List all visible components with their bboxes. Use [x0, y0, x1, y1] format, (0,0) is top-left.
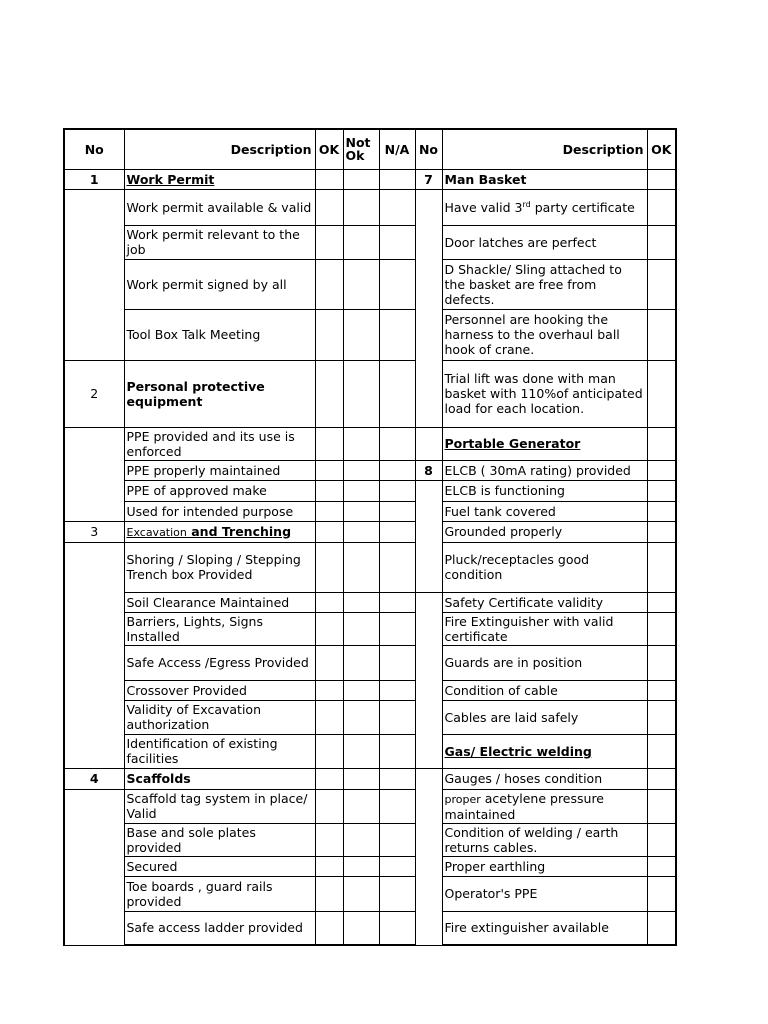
na-cell[interactable]: [379, 734, 415, 768]
no-cell: [64, 789, 124, 945]
ok-cell[interactable]: [647, 612, 676, 645]
header-description-right: Description: [442, 129, 647, 169]
section-number: 3: [64, 521, 124, 542]
item-description: PPE provided and its use is enforced: [124, 427, 315, 460]
ok-cell[interactable]: [647, 856, 676, 876]
item-description: Door latches are perfect: [442, 225, 647, 259]
item-description: ELCB ( 30mA rating) provided: [442, 460, 647, 480]
table-row: [64, 856, 676, 876]
ok-cell[interactable]: [647, 645, 676, 680]
ok-cell[interactable]: [315, 259, 343, 309]
table-row: [64, 680, 676, 700]
not-ok-cell[interactable]: [343, 823, 379, 856]
ok-cell[interactable]: [315, 823, 343, 856]
na-cell[interactable]: [379, 680, 415, 700]
ok-cell[interactable]: [647, 542, 676, 592]
item-description: Used for intended purpose: [124, 501, 315, 521]
item-description: Pluck/receptacles good condition: [442, 542, 647, 592]
ok-cell[interactable]: [647, 169, 676, 189]
not-ok-cell[interactable]: [343, 612, 379, 645]
table-row: [64, 823, 676, 856]
item-description: Proper earthling: [442, 856, 647, 876]
not-ok-cell[interactable]: [343, 876, 379, 911]
table-row: [64, 612, 676, 645]
item-description: Safe access ladder provided: [124, 911, 315, 945]
not-ok-cell[interactable]: [343, 789, 379, 823]
na-cell[interactable]: [379, 460, 415, 480]
item-description: Shoring / Sloping / Stepping Trench box Provided: [124, 542, 315, 592]
no-cell: [64, 427, 124, 521]
na-cell[interactable]: [379, 856, 415, 876]
ok-cell[interactable]: [315, 592, 343, 612]
item-description: Secured: [124, 856, 315, 876]
not-ok-cell[interactable]: [343, 189, 379, 225]
item-description: Validity of Excavation authorization: [124, 700, 315, 734]
section-title-work-permit: Work Permit: [124, 169, 315, 189]
not-ok-cell[interactable]: [343, 645, 379, 680]
ok-cell[interactable]: [647, 911, 676, 945]
ok-cell[interactable]: [315, 169, 343, 189]
safety-checklist-table: [63, 128, 677, 946]
item-description: Condition of welding / earth returns cables.: [442, 823, 647, 856]
na-cell[interactable]: [379, 645, 415, 680]
na-cell[interactable]: [379, 700, 415, 734]
ok-cell[interactable]: [647, 876, 676, 911]
item-description: Work permit relevant to the job: [124, 225, 315, 259]
not-ok-cell[interactable]: [343, 225, 379, 259]
header-ok-right: OK: [647, 129, 676, 169]
item-description: Barriers, Lights, Signs Installed: [124, 612, 315, 645]
header-description: Description: [124, 129, 315, 169]
table-row: [64, 189, 676, 225]
ok-cell[interactable]: [315, 189, 343, 225]
ok-cell[interactable]: [315, 542, 343, 592]
ok-cell[interactable]: [315, 911, 343, 945]
na-cell[interactable]: [379, 911, 415, 945]
item-description: Soil Clearance Maintained: [124, 592, 315, 612]
table-row: [64, 521, 676, 542]
na-cell[interactable]: [379, 876, 415, 911]
item-description: Condition of cable: [442, 680, 647, 700]
ok-cell[interactable]: [647, 480, 676, 501]
item-description: Fire extinguisher available: [442, 911, 647, 945]
table-row: [64, 876, 676, 911]
table-row: [64, 911, 676, 945]
ok-cell[interactable]: [647, 680, 676, 700]
ok-cell[interactable]: [315, 680, 343, 700]
ok-cell[interactable]: [647, 360, 676, 427]
ok-cell[interactable]: [315, 521, 343, 542]
item-description: Grounded properly: [442, 521, 647, 542]
table-row: [64, 789, 676, 823]
table-row: [64, 480, 676, 501]
ok-cell[interactable]: [647, 789, 676, 823]
ok-cell[interactable]: [647, 225, 676, 259]
item-description: Crossover Provided: [124, 680, 315, 700]
na-cell[interactable]: [379, 823, 415, 856]
item-description: D Shackle/ Sling attached to the basket are free from defects.: [442, 259, 647, 309]
not-ok-cell[interactable]: [343, 592, 379, 612]
no-cell: [415, 768, 442, 945]
no-cell: [415, 189, 442, 427]
item-description: Fire Extinguisher with valid certificate: [442, 612, 647, 645]
table-row: [64, 360, 676, 427]
section-number: 2: [64, 360, 124, 427]
item-description: proper acetylene pressure maintained: [442, 789, 647, 823]
not-ok-cell[interactable]: [343, 169, 379, 189]
item-description: Personnel are hooking the harness to the overhaul ball hook of crane.: [442, 309, 647, 360]
ok-cell[interactable]: [315, 360, 343, 427]
no-cell: [415, 480, 442, 592]
table-row: [64, 542, 676, 592]
item-description: Safe Access /Egress Provided: [124, 645, 315, 680]
item-description: Guards are in position: [442, 645, 647, 680]
item-description: Fuel tank covered: [442, 501, 647, 521]
ok-cell[interactable]: [315, 645, 343, 680]
na-cell[interactable]: [379, 360, 415, 427]
table-row: [64, 259, 676, 309]
header-not-ok: Not Ok: [343, 129, 379, 169]
na-cell[interactable]: [379, 542, 415, 592]
ok-cell[interactable]: [647, 521, 676, 542]
ok-cell[interactable]: [315, 427, 343, 460]
na-cell[interactable]: [379, 521, 415, 542]
not-ok-cell[interactable]: [343, 680, 379, 700]
table-row: [64, 427, 676, 460]
ok-cell[interactable]: [315, 480, 343, 501]
section-title-portable-generator: Portable Generator: [442, 427, 647, 460]
not-ok-cell[interactable]: [343, 734, 379, 768]
item-description: Safety Certificate validity: [442, 592, 647, 612]
ok-cell[interactable]: [315, 460, 343, 480]
table-row: [64, 501, 676, 521]
ok-cell[interactable]: [647, 734, 676, 768]
not-ok-cell[interactable]: [343, 460, 379, 480]
ok-cell[interactable]: [315, 856, 343, 876]
item-description: Trial lift was done with man basket with 110%of anticipated load for each location.: [442, 360, 647, 427]
table-row: [64, 169, 676, 189]
item-description: Have valid 3rd party certificate: [442, 189, 647, 225]
ok-cell[interactable]: [315, 612, 343, 645]
ok-cell[interactable]: [647, 501, 676, 521]
header-ok: OK: [315, 129, 343, 169]
item-description: Identification of existing facilities: [124, 734, 315, 768]
header-row: [64, 129, 676, 169]
not-ok-cell[interactable]: [343, 542, 379, 592]
item-description: PPE of approved make: [124, 480, 315, 501]
section-number: 1: [64, 169, 124, 189]
table-row: [64, 460, 676, 480]
ok-cell[interactable]: [647, 460, 676, 480]
no-cell: [415, 427, 442, 460]
na-cell[interactable]: [379, 259, 415, 309]
ok-cell[interactable]: [315, 501, 343, 521]
ok-cell[interactable]: [647, 189, 676, 225]
item-description: Scaffold tag system in place/ Valid: [124, 789, 315, 823]
na-cell[interactable]: [379, 789, 415, 823]
header-na: N/A: [379, 129, 415, 169]
no-cell: [415, 592, 442, 768]
not-ok-cell[interactable]: [343, 856, 379, 876]
table-row: [64, 734, 676, 768]
item-description: ELCB is functioning: [442, 480, 647, 501]
ok-cell[interactable]: [647, 427, 676, 460]
na-cell[interactable]: [379, 169, 415, 189]
not-ok-cell[interactable]: [343, 521, 379, 542]
not-ok-cell[interactable]: [343, 700, 379, 734]
item-description: Gauges / hoses condition: [442, 768, 647, 789]
section-title-excavation: Excavation and Trenching: [124, 521, 315, 542]
table-row: [64, 309, 676, 360]
ok-cell[interactable]: [647, 700, 676, 734]
table-row: [64, 225, 676, 259]
section-number: 8: [415, 460, 442, 480]
ok-cell[interactable]: [315, 225, 343, 259]
header-no-right: No: [415, 129, 442, 169]
item-description: Gas/ Electric welding: [442, 734, 647, 768]
not-ok-cell[interactable]: [343, 309, 379, 360]
na-cell[interactable]: [379, 768, 415, 789]
item-description: Work permit signed by all: [124, 259, 315, 309]
ok-cell[interactable]: [315, 309, 343, 360]
ok-cell[interactable]: [315, 768, 343, 789]
na-cell[interactable]: [379, 480, 415, 501]
table-row: [64, 700, 676, 734]
not-ok-cell[interactable]: [343, 501, 379, 521]
na-cell[interactable]: [379, 501, 415, 521]
ok-cell[interactable]: [315, 789, 343, 823]
section-number: 4: [64, 768, 124, 789]
na-cell[interactable]: [379, 612, 415, 645]
item-description: Tool Box Talk Meeting: [124, 309, 315, 360]
item-description: PPE properly maintained: [124, 460, 315, 480]
not-ok-cell[interactable]: [343, 259, 379, 309]
section-title-scaffolds: Scaffolds: [124, 768, 315, 789]
no-cell: [64, 542, 124, 768]
item-description: Work permit available & valid: [124, 189, 315, 225]
item-description: Operator's PPE: [442, 876, 647, 911]
section-title-ppe: Personal protective equipment: [124, 360, 315, 427]
not-ok-cell[interactable]: [343, 360, 379, 427]
na-cell[interactable]: [379, 189, 415, 225]
item-description: Cables are laid safely: [442, 700, 647, 734]
not-ok-cell[interactable]: [343, 768, 379, 789]
not-ok-cell[interactable]: [343, 480, 379, 501]
table-row: [64, 768, 676, 789]
header-no: No: [64, 129, 124, 169]
ok-cell[interactable]: [315, 700, 343, 734]
ok-cell[interactable]: [647, 823, 676, 856]
ok-cell[interactable]: [647, 259, 676, 309]
ok-cell[interactable]: [647, 309, 676, 360]
na-cell[interactable]: [379, 427, 415, 460]
na-cell[interactable]: [379, 309, 415, 360]
section-title-man-basket: Man Basket: [442, 169, 647, 189]
not-ok-cell[interactable]: [343, 911, 379, 945]
item-description: Toe boards , guard rails provided: [124, 876, 315, 911]
table-row: [64, 592, 676, 612]
ok-cell[interactable]: [315, 734, 343, 768]
ok-cell[interactable]: [647, 768, 676, 789]
no-cell: [64, 189, 124, 360]
section-number: 7: [415, 169, 442, 189]
item-description: Base and sole plates provided: [124, 823, 315, 856]
table-row: [64, 645, 676, 680]
ok-cell[interactable]: [315, 876, 343, 911]
ok-cell[interactable]: [647, 592, 676, 612]
na-cell[interactable]: [379, 592, 415, 612]
not-ok-cell[interactable]: [343, 427, 379, 460]
na-cell[interactable]: [379, 225, 415, 259]
